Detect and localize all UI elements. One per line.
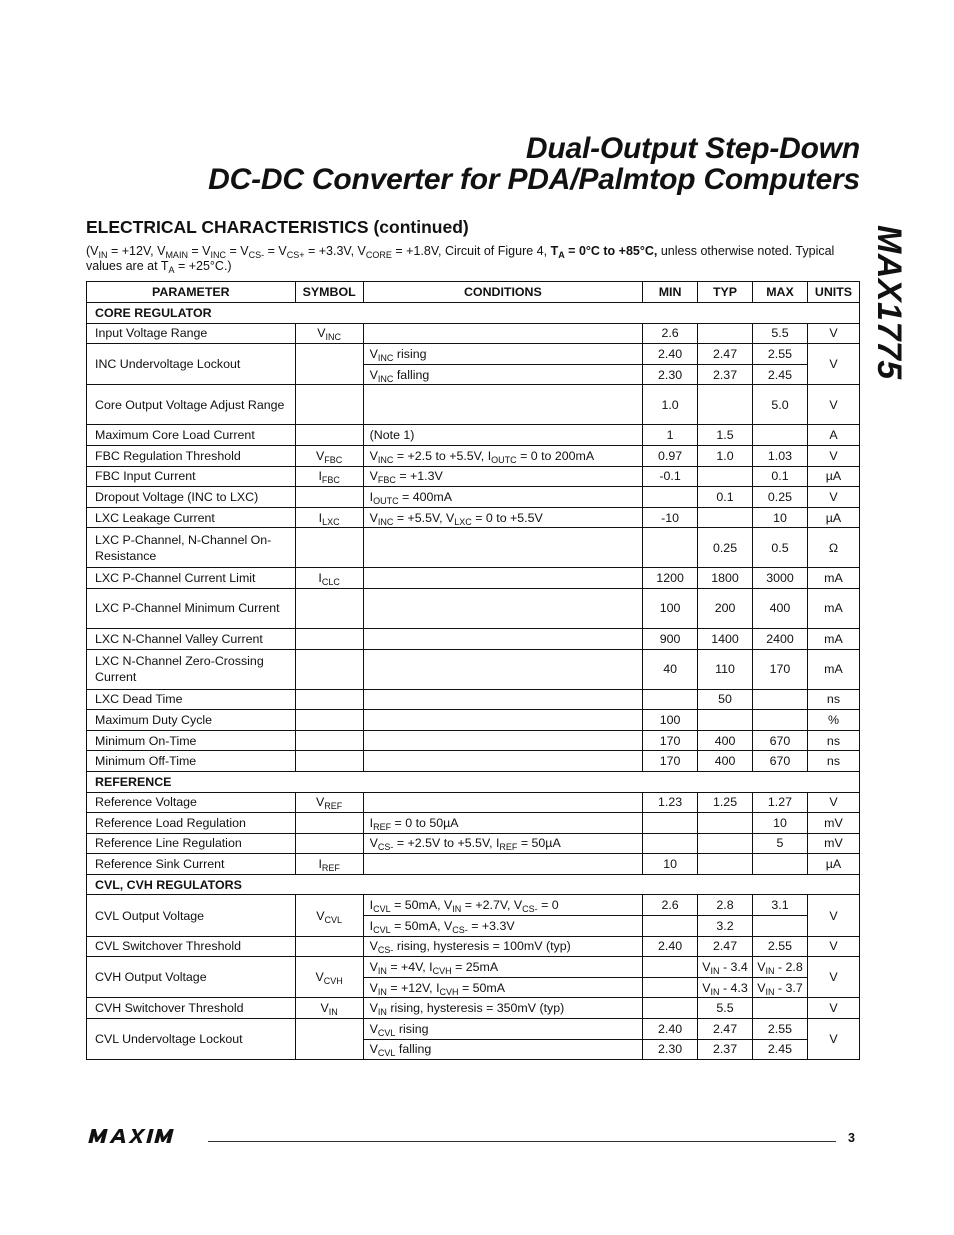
typ-cell: 400	[698, 730, 753, 751]
typ-cell: 50	[698, 689, 753, 710]
symbol-cell: $I_{CLC}$	[295, 568, 363, 589]
conditions-cell: $V_{CS-}$ rising, hysteresis = 100mV (typ)	[363, 936, 642, 957]
conditions-cell: $V_{IN} = +4V$, $I_{CVH} = 25mA$	[363, 957, 642, 978]
min-cell: -0.1	[643, 466, 698, 487]
max-cell: 10	[753, 507, 808, 528]
units-cell: V	[807, 936, 859, 957]
conditions-cell: $V_{IN}$ rising, hysteresis = 350mV (typ)	[363, 998, 642, 1019]
min-cell: 2.30	[643, 364, 698, 385]
typ-cell: $V_{IN} - 4.3$	[698, 977, 753, 998]
symbol-cell: $V_{INC}$	[295, 323, 363, 344]
test-conditions-note: ($V_{IN} = +12V$, $V_{MAIN} = V_{INC} = V_{CS-} = V_{CS+} = +3.3V$, $V_{CORE} = +1.8V$, Circuit of Figure 4, $T_A = 0^\circ C$ to +85°C, unless otherwise noted. Typical values are at $T_A = +25^\circ C$.)	[86, 244, 835, 275]
section-row	[87, 771, 860, 792]
conditions-cell	[363, 689, 642, 710]
table-row	[87, 813, 860, 834]
parameter-cell: Reference Line Regulation	[87, 833, 296, 854]
units-cell: V	[807, 344, 859, 385]
table-row	[87, 936, 860, 957]
units-cell: V	[807, 385, 859, 425]
typ-cell: 3.2	[698, 916, 753, 937]
max-cell: 5.0	[753, 385, 808, 425]
table-row	[87, 568, 860, 589]
footer-rule	[208, 1141, 836, 1142]
conditions-cell: (Note 1)	[363, 425, 642, 446]
units-cell: V	[807, 1019, 859, 1060]
units-cell: V	[807, 323, 859, 344]
parameter-cell: Maximum Core Load Current	[87, 425, 296, 446]
symbol-cell	[295, 833, 363, 854]
page-title	[208, 133, 860, 195]
col-header-parameter: PARAMETER	[87, 282, 296, 303]
typ-cell	[698, 710, 753, 731]
title-line-2: DC-DC Converter for PDA/Palmtop Computers	[208, 163, 860, 196]
conditions-cell: $V_{FBC} = +1.3V$	[363, 466, 642, 487]
conditions-cell: $V_{INC}$ falling	[363, 364, 642, 385]
conditions-cell	[363, 730, 642, 751]
table-row	[87, 895, 860, 916]
section-heading: ELECTRICAL CHARACTERISTICS (continued)	[86, 217, 469, 237]
typ-cell: 2.47	[698, 1019, 753, 1040]
conditions-cell	[363, 568, 642, 589]
max-cell	[753, 854, 808, 875]
min-cell: 2.6	[643, 323, 698, 344]
typ-cell: 2.47	[698, 936, 753, 957]
col-header-max: MAX	[753, 282, 808, 303]
symbol-cell	[295, 528, 363, 568]
units-cell: µA	[807, 854, 859, 875]
conditions-cell: $I_{CVL} = 50mA$, $V_{IN} = +2.7V$, $V_{CS-} = 0$	[363, 895, 642, 916]
parameter-cell: Core Output Voltage Adjust Range	[87, 385, 296, 425]
typ-cell: 200	[698, 588, 753, 628]
parameter-cell: LXC N-Channel Zero-Crossing Current	[87, 649, 296, 689]
units-cell: V	[807, 998, 859, 1019]
units-cell: A	[807, 425, 859, 446]
parameter-cell: Maximum Duty Cycle	[87, 710, 296, 731]
parameter-cell: Input Voltage Range	[87, 323, 296, 344]
parameter-cell: INC Undervoltage Lockout	[87, 344, 296, 385]
min-cell	[643, 957, 698, 978]
table-row	[87, 730, 860, 751]
parameter-cell: CVL Output Voltage	[87, 895, 296, 936]
parameter-cell: Minimum On-Time	[87, 730, 296, 751]
table-row	[87, 1019, 860, 1040]
conditions-cell	[363, 792, 642, 813]
conditions-cell: $V_{CVL}$ rising	[363, 1019, 642, 1040]
units-cell: V	[807, 487, 859, 508]
symbol-cell	[295, 730, 363, 751]
max-cell: 5.5	[753, 323, 808, 344]
side-part-number-text: MAX1775	[870, 225, 908, 380]
typ-cell	[698, 507, 753, 528]
maxim-logo	[86, 1128, 198, 1149]
parameter-cell: CVL Switchover Threshold	[87, 936, 296, 957]
max-cell	[753, 710, 808, 731]
symbol-cell: $I_{FBC}$	[295, 466, 363, 487]
min-cell: 100	[643, 710, 698, 731]
typ-cell	[698, 466, 753, 487]
conditions-cell: $V_{CVL}$ falling	[363, 1039, 642, 1060]
min-cell: 0.97	[643, 445, 698, 466]
conditions-cell: $V_{INC} = +5.5V$, $V_{LXC} = 0$ to +5.5V	[363, 507, 642, 528]
units-cell: ns	[807, 751, 859, 772]
conditions-cell	[363, 649, 642, 689]
section-row	[87, 303, 860, 324]
units-cell: mV	[807, 813, 859, 834]
parameter-cell: LXC Leakage Current	[87, 507, 296, 528]
symbol-cell: $V_{CVL}$	[295, 895, 363, 936]
max-cell: 1.27	[753, 792, 808, 813]
parameter-cell: LXC P-Channel Minimum Current	[87, 588, 296, 628]
max-cell: 670	[753, 751, 808, 772]
min-cell: 1.0	[643, 385, 698, 425]
col-header-units: UNITS	[807, 282, 859, 303]
min-cell	[643, 528, 698, 568]
min-cell: 10	[643, 854, 698, 875]
units-cell: V	[807, 445, 859, 466]
table-row	[87, 445, 860, 466]
parameter-cell: LXC N-Channel Valley Current	[87, 628, 296, 649]
section-title: REFERENCE	[87, 771, 860, 792]
symbol-cell	[295, 689, 363, 710]
parameter-cell: Reference Load Regulation	[87, 813, 296, 834]
table-row	[87, 507, 860, 528]
section-row	[87, 874, 860, 895]
typ-cell: 400	[698, 751, 753, 772]
min-cell: 170	[643, 751, 698, 772]
min-cell: 100	[643, 588, 698, 628]
electrical-characteristics-table	[86, 281, 860, 1060]
units-cell: V	[807, 792, 859, 813]
conditions-cell	[363, 385, 642, 425]
max-cell: 10	[753, 813, 808, 834]
max-cell: 3.1	[753, 895, 808, 916]
conditions-cell: $V_{INC}$ rising	[363, 344, 642, 365]
table-row	[87, 792, 860, 813]
symbol-cell: $V_{REF}$	[295, 792, 363, 813]
symbol-cell	[295, 628, 363, 649]
col-header-min: MIN	[643, 282, 698, 303]
table-row	[87, 957, 860, 978]
typ-cell: 110	[698, 649, 753, 689]
max-cell: 2.55	[753, 344, 808, 365]
typ-cell: $V_{IN} - 3.4$	[698, 957, 753, 978]
symbol-cell: $V_{FBC}$	[295, 445, 363, 466]
conditions-cell: $I_{OUTC} = 400mA$	[363, 487, 642, 508]
min-cell	[643, 998, 698, 1019]
units-cell: µA	[807, 466, 859, 487]
units-cell: µA	[807, 507, 859, 528]
col-header-symbol: SYMBOL	[295, 282, 363, 303]
max-cell: 2.55	[753, 936, 808, 957]
min-cell: 2.40	[643, 1019, 698, 1040]
max-cell	[753, 425, 808, 446]
table-row	[87, 998, 860, 1019]
min-cell: -10	[643, 507, 698, 528]
typ-cell: 2.8	[698, 895, 753, 916]
table-row	[87, 628, 860, 649]
typ-cell: 0.25	[698, 528, 753, 568]
typ-cell: 1.0	[698, 445, 753, 466]
col-header-typ: TYP	[698, 282, 753, 303]
max-cell: 400	[753, 588, 808, 628]
parameter-cell: Minimum Off-Time	[87, 751, 296, 772]
max-cell: $V_{IN} - 2.8$	[753, 957, 808, 978]
parameter-cell: LXC P-Channel, N-Channel On-Resistance	[87, 528, 296, 568]
typ-cell: 2.47	[698, 344, 753, 365]
parameter-cell: CVH Output Voltage	[87, 957, 296, 998]
symbol-cell	[295, 425, 363, 446]
conditions-cell	[363, 628, 642, 649]
min-cell: 900	[643, 628, 698, 649]
units-cell: mA	[807, 588, 859, 628]
typ-cell: 1.25	[698, 792, 753, 813]
min-cell: 2.40	[643, 936, 698, 957]
min-cell	[643, 487, 698, 508]
max-cell: 2400	[753, 628, 808, 649]
page-number: 3	[848, 1131, 855, 1145]
symbol-cell	[295, 588, 363, 628]
max-cell: 670	[753, 730, 808, 751]
symbol-cell	[295, 385, 363, 425]
symbol-cell	[295, 936, 363, 957]
max-cell: 0.5	[753, 528, 808, 568]
min-cell: 1	[643, 425, 698, 446]
conditions-cell	[363, 323, 642, 344]
symbol-cell: $I_{REF}$	[295, 854, 363, 875]
min-cell: 2.40	[643, 344, 698, 365]
max-cell: 0.25	[753, 487, 808, 508]
parameter-cell: Reference Voltage	[87, 792, 296, 813]
table-row	[87, 385, 860, 425]
table-row	[87, 649, 860, 689]
conditions-cell	[363, 710, 642, 731]
min-cell: 170	[643, 730, 698, 751]
min-cell	[643, 833, 698, 854]
table-row	[87, 344, 860, 365]
min-cell: 1200	[643, 568, 698, 589]
side-part-number	[872, 225, 912, 385]
min-cell: 40	[643, 649, 698, 689]
table-row	[87, 425, 860, 446]
max-cell: 2.45	[753, 1039, 808, 1060]
max-cell: 1.03	[753, 445, 808, 466]
units-cell: mA	[807, 628, 859, 649]
conditions-cell: $I_{CVL} = 50mA$, $V_{CS-} = +3.3V$	[363, 916, 642, 937]
symbol-cell	[295, 751, 363, 772]
min-cell: 2.30	[643, 1039, 698, 1060]
typ-cell: 1400	[698, 628, 753, 649]
table-row	[87, 487, 860, 508]
typ-cell	[698, 385, 753, 425]
table-row	[87, 528, 860, 568]
max-cell: 0.1	[753, 466, 808, 487]
typ-cell: 5.5	[698, 998, 753, 1019]
typ-cell: 1800	[698, 568, 753, 589]
max-cell: 3000	[753, 568, 808, 589]
units-cell: ns	[807, 730, 859, 751]
min-cell	[643, 916, 698, 937]
units-cell: mA	[807, 568, 859, 589]
units-cell: V	[807, 957, 859, 998]
max-cell: 5	[753, 833, 808, 854]
table-row	[87, 710, 860, 731]
conditions-cell	[363, 751, 642, 772]
typ-cell	[698, 854, 753, 875]
parameter-cell: LXC Dead Time	[87, 689, 296, 710]
conditions-cell: $V_{CS-} = +2.5V$ to +5.5V, $I_{REF} = 50\mu A$	[363, 833, 642, 854]
max-cell: 170	[753, 649, 808, 689]
table-row	[87, 833, 860, 854]
min-cell: 1.23	[643, 792, 698, 813]
table-body	[87, 303, 860, 1060]
symbol-cell	[295, 710, 363, 731]
table-row	[87, 854, 860, 875]
conditions-cell: $V_{INC} = +2.5$ to +5.5V, $I_{OUTC} = 0$ to 200mA	[363, 445, 642, 466]
parameter-cell: Dropout Voltage (INC to LXC)	[87, 487, 296, 508]
symbol-cell	[295, 487, 363, 508]
parameter-cell: CVH Switchover Threshold	[87, 998, 296, 1019]
conditions-cell	[363, 854, 642, 875]
typ-cell	[698, 323, 753, 344]
max-cell: 2.45	[753, 364, 808, 385]
max-cell	[753, 689, 808, 710]
section-title: CVL, CVH REGULATORS	[87, 874, 860, 895]
symbol-cell: $I_{LXC}$	[295, 507, 363, 528]
units-cell: V	[807, 895, 859, 936]
symbol-cell: $V_{CVH}$	[295, 957, 363, 998]
symbol-cell	[295, 344, 363, 385]
parameter-cell: FBC Input Current	[87, 466, 296, 487]
table-header-row	[87, 282, 860, 303]
typ-cell: 0.1	[698, 487, 753, 508]
section-title: CORE REGULATOR	[87, 303, 860, 324]
units-cell: mV	[807, 833, 859, 854]
symbol-cell	[295, 1019, 363, 1060]
max-cell: $V_{IN} - 3.7$	[753, 977, 808, 998]
typ-cell	[698, 813, 753, 834]
conditions-cell	[363, 528, 642, 568]
typ-cell	[698, 833, 753, 854]
max-cell	[753, 998, 808, 1019]
table-row	[87, 323, 860, 344]
parameter-cell: Reference Sink Current	[87, 854, 296, 875]
units-cell: ns	[807, 689, 859, 710]
col-header-conditions: CONDITIONS	[363, 282, 642, 303]
units-cell: %	[807, 710, 859, 731]
table-row	[87, 751, 860, 772]
symbol-cell	[295, 649, 363, 689]
max-cell: 2.55	[753, 1019, 808, 1040]
parameter-cell: LXC P-Channel Current Limit	[87, 568, 296, 589]
min-cell: 2.6	[643, 895, 698, 916]
conditions-cell	[363, 588, 642, 628]
conditions-cell: $I_{REF} = 0$ to 50µA	[363, 813, 642, 834]
table-row	[87, 466, 860, 487]
units-cell: mA	[807, 649, 859, 689]
parameter-cell: FBC Regulation Threshold	[87, 445, 296, 466]
symbol-cell: $V_{IN}$	[295, 998, 363, 1019]
table-row	[87, 689, 860, 710]
units-cell: Ω	[807, 528, 859, 568]
title-line-1: Dual-Output Step-Down	[525, 132, 860, 165]
typ-cell: 1.5	[698, 425, 753, 446]
conditions-cell: $V_{IN} = +12V$, $I_{CVH} = 50mA$	[363, 977, 642, 998]
maxim-logo-mark	[86, 1128, 198, 1144]
parameter-cell: CVL Undervoltage Lockout	[87, 1019, 296, 1060]
min-cell	[643, 813, 698, 834]
min-cell	[643, 689, 698, 710]
table-row	[87, 588, 860, 628]
max-cell	[753, 916, 808, 937]
min-cell	[643, 977, 698, 998]
typ-cell: 2.37	[698, 364, 753, 385]
symbol-cell	[295, 813, 363, 834]
typ-cell: 2.37	[698, 1039, 753, 1060]
